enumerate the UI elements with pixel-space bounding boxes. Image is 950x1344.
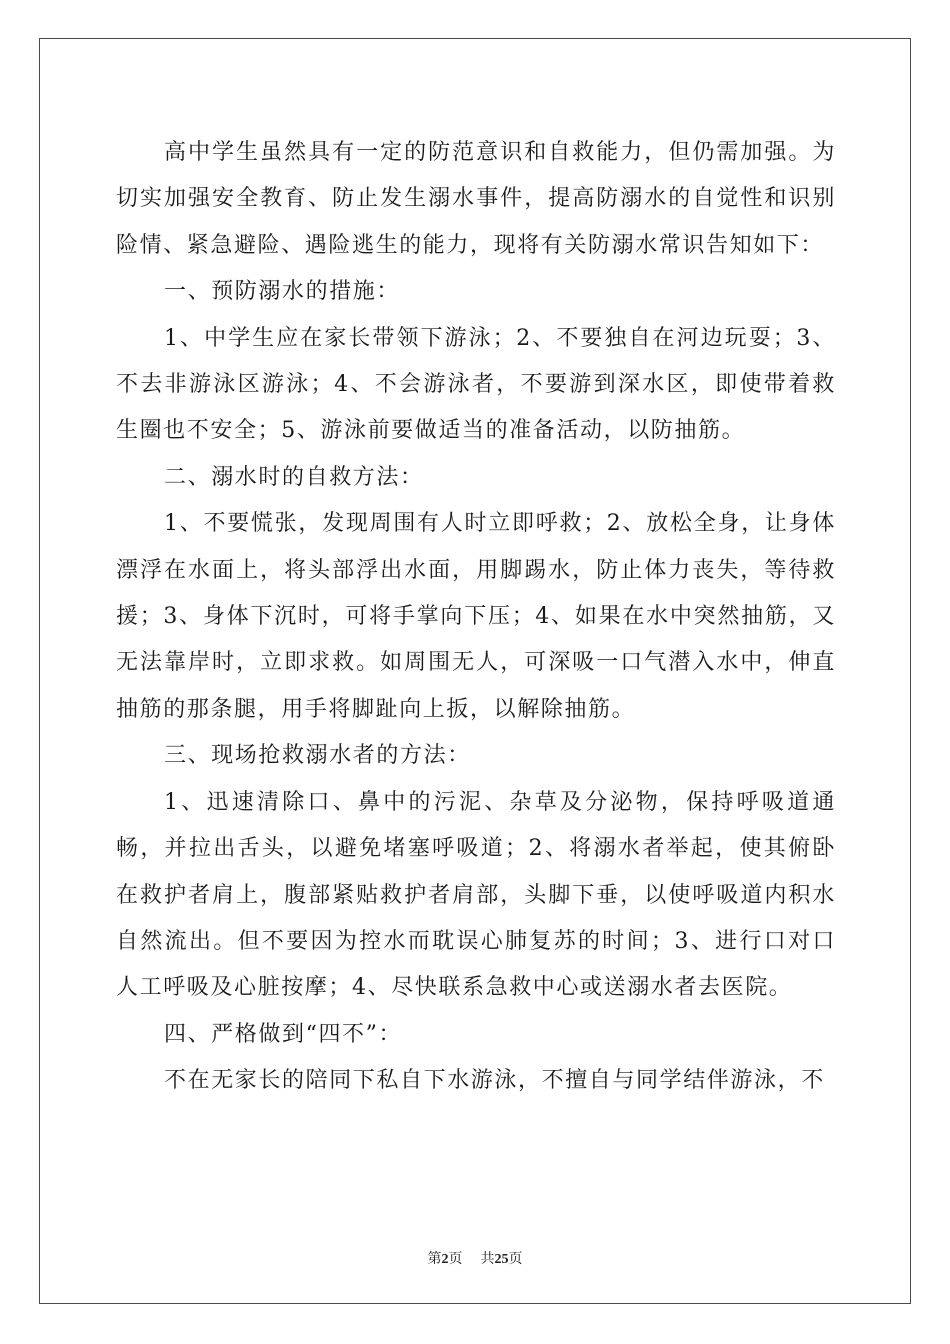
section-heading-self-rescue: 二、溺水时的自救方法： [164,464,424,490]
paragraph-four-nots: 不在无家长的陪同下私自下水游泳，不擅自与同学结伴游泳，不 [164,1068,825,1094]
paragraph-prevention: 1、中学生应在家长带领下游泳；2、不要独自在河边玩耍；3、不去非游泳区游泳；4、不会游泳者，不要游到深水区，即使带着救生圈也不安全；5、游泳前要做适当的准备活动，以防抽筋。 [116,325,836,444]
total-page-count: 25 [494,1252,509,1267]
document-body [116,130,836,1105]
footer-total-prefix: 共 [480,1252,495,1267]
paragraph-self-rescue: 1、不要慌张，发现周围有人时立即呼救；2、放松全身，让身体漂浮在水面上，将头部浮出水面，用脚踢水，防止体力丧失，等待救援；3、身体下沉时，可将手掌向下压；4、如果在水中突然抽筋，又无法靠岸时，立即求救。如周围无人，可深吸一口气潜入水中，伸直抽筋的那条腿，用手将脚趾向上扳，以解除抽筋。 [116,511,836,722]
section-heading-onsite-rescue: 三、现场抢救溺水者的方法： [164,743,471,769]
section-heading-prevention: 一、预防溺水的措施： [164,279,401,305]
footer-page-unit: 页 [448,1252,463,1267]
paragraph-onsite-rescue: 1、迅速清除口、鼻中的污泥、杂草及分泌物，保持呼吸道通畅，并拉出舌头，以避免堵塞呼吸道；2、将溺水者举起，使其俯卧在救护者肩上，腹部紧贴救护者肩部，头脚下垂，以使呼吸道内积水自然流出。但不要因为控水而耽误心肺复苏的时间；3、进行口对口人工呼吸及心脏按摩；4、尽快联系急救中心或送溺水者去医院。 [116,789,836,1001]
footer-prefix: 第 [427,1252,442,1267]
footer-total-unit: 页 [508,1252,523,1267]
section-heading-four-nots: 四、严格做到“四不”： [164,1021,403,1047]
current-page-number: 2 [441,1252,449,1267]
paragraph-intro: 高中学生虽然具有一定的防范意识和自救能力，但仍需加强。为切实加强安全教育、防止发生溺水事件，提高防溺水的自觉性和识别险情、紧急避险、遇险逃生的能力，现将有关防溺水常识告知如下： [116,140,836,258]
page-footer [0,1248,950,1268]
